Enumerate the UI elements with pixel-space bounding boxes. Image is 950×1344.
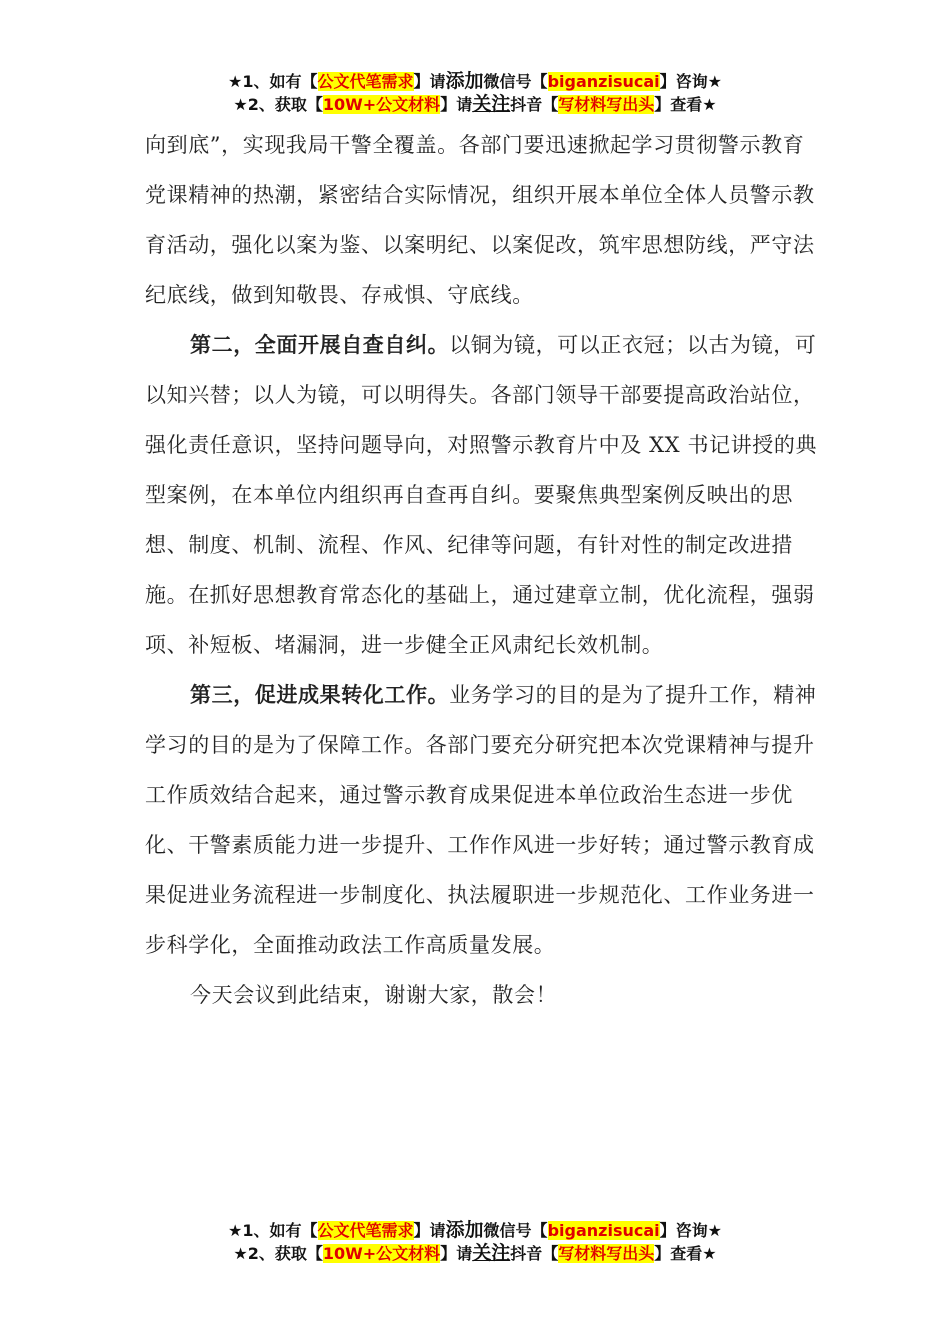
highlight-service: 公文代笔需求: [317, 72, 414, 91]
paragraph-2: 第二，全面开展自查自纠。以铜为镜，可以正衣冠；以古为镜，可以知兴替；以人为镜，可以明得失。各部门领导干部要提高政治站位，强化责任意识，坚持问题导向，对照警示教育片中及 XX 书记讲授的典型案例，在本单位内组织再自查再自纠。要聚焦典型案例反映出的思想、制度、机制、流程、作风、纪律等问题，有针对性的制定改进措施。在抓好思想教育常态化的基础上，通过建章立制，优化流程，强弱项、补短板、堵漏洞，进一步健全正风肃纪长效机制。: [145, 332, 818, 657]
paragraph-3: 第三，促进成果转化工作。业务学习的目的是为了提升工作，精神学习的目的是为了保障工作。各部门要充分研究把本次党课精神与提升工作质效结合起来，通过警示教育成果促进本单位政治生态进一步优化、干警素质能力进一步提升、工作作风进一步好转；通过警示教育成果促进业务流程进一步制度化、执法履职进一步规范化、工作业务进一步科学化，全面推动政法工作高质量发展。: [145, 682, 817, 957]
highlight-service: 公文代笔需求: [317, 1221, 414, 1240]
highlight-materials: 10W+公文材料: [322, 1244, 441, 1263]
highlight-douyin: 写材料写出头: [558, 1244, 655, 1263]
paragraph-4: 今天会议到此结束，谢谢大家，散会！: [190, 983, 558, 1007]
banner-line-1: ★1、如有【公文代笔需求】请添加微信号【biganzisucai】咨询★: [228, 70, 722, 92]
highlight-materials: 10W+公文材料: [322, 95, 441, 114]
paragraph-1: 向到底”，实现我局干警全覆盖。各部门要迅速掀起学习贯彻警示教育党课精神的热潮，紧密结合实际情况，组织开展本单位全体人员警示教育活动，强化以案为鉴、以案明纪、以案促改，筑牢思想防线，严守法纪底线，做到知敬畏、存戒惧、守底线。: [145, 133, 815, 307]
footer-banner: [0, 1219, 950, 1265]
banner-line-2: ★2、获取【10W+公文材料】请关注抖音【写材料写出头】查看★: [233, 93, 717, 115]
banner-line-2: ★2、获取【10W+公文材料】请关注抖音【写材料写出头】查看★: [233, 1242, 717, 1264]
highlight-douyin: 写材料写出头: [558, 95, 655, 114]
highlight-wechat-id: biganzisucai: [547, 72, 660, 91]
highlight-wechat-id: biganzisucai: [547, 1221, 660, 1240]
banner-line-1: ★1、如有【公文代笔需求】请添加微信号【biganzisucai】咨询★: [228, 1219, 722, 1241]
paragraph-3-heading: 第三，促进成果转化工作。: [190, 682, 450, 707]
header-banner: [0, 70, 950, 116]
document-body: [145, 120, 821, 1020]
paragraph-2-heading: 第二，全面开展自查自纠。: [190, 332, 450, 357]
